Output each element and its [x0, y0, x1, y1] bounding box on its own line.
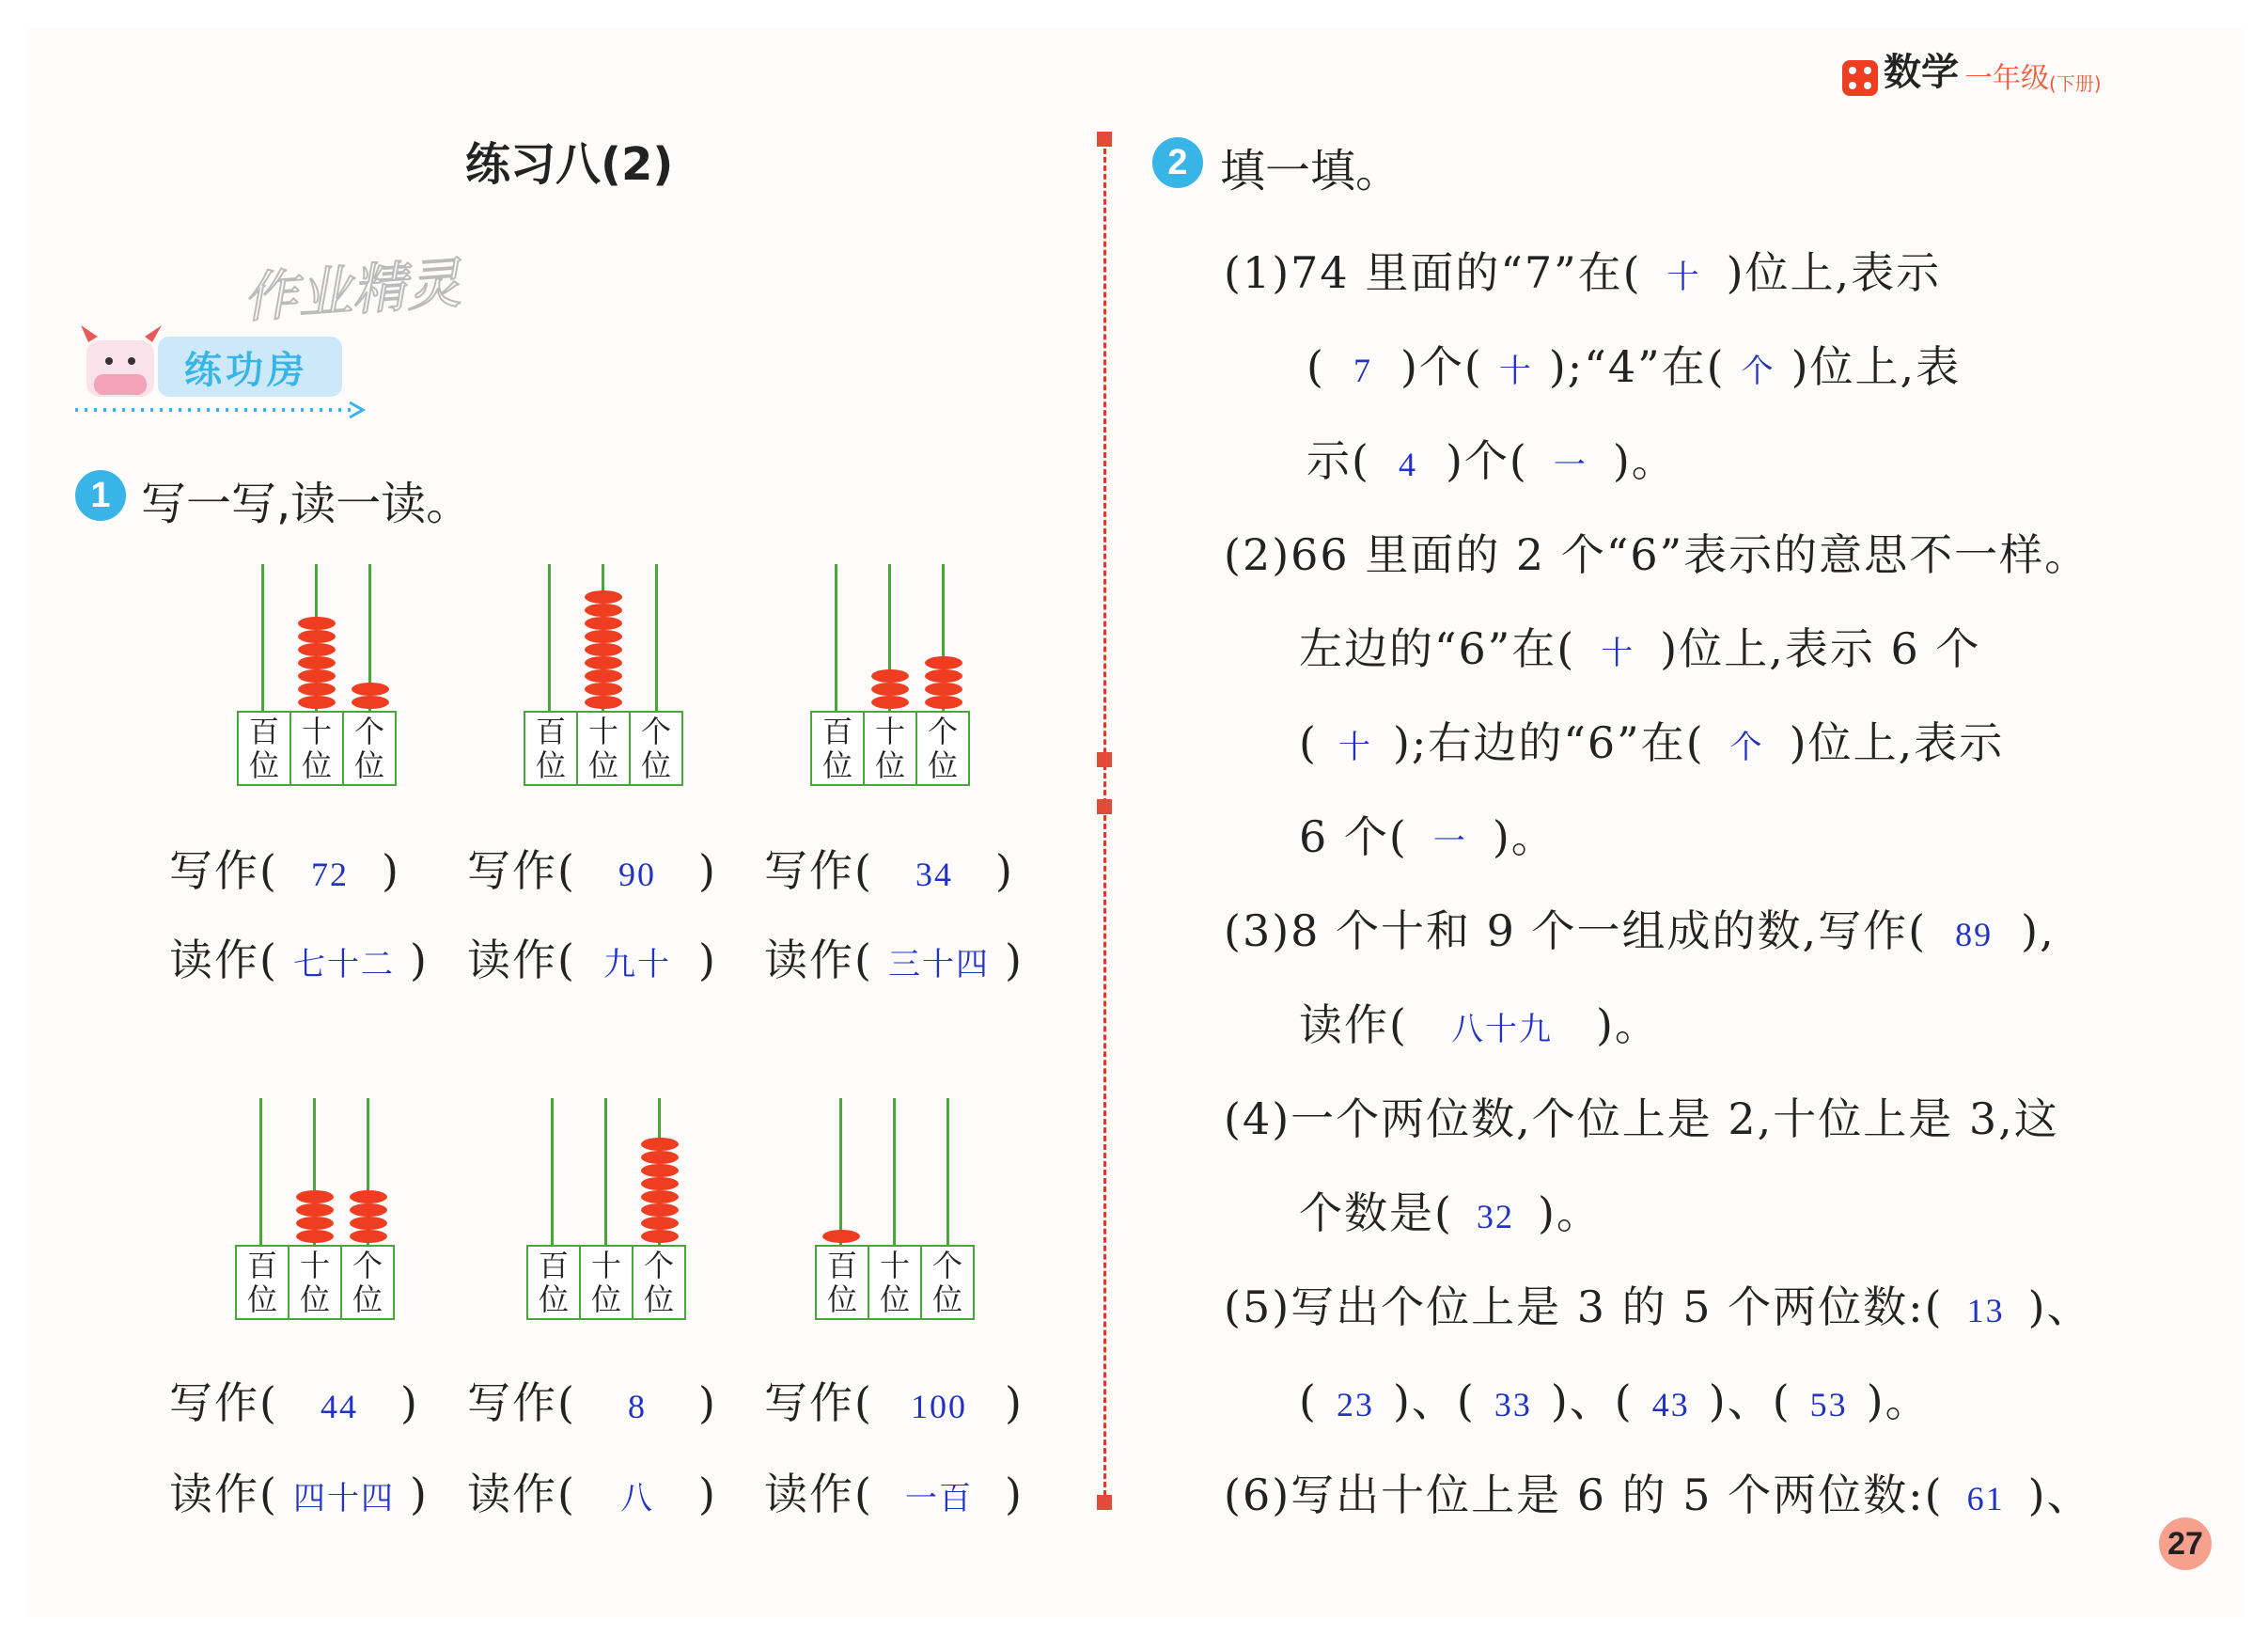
answer: 一: [1432, 823, 1467, 860]
abacus-rod: [548, 564, 551, 715]
abacus: [810, 564, 970, 790]
place-label: 十 位: [581, 1247, 633, 1318]
answer: 十: [1666, 259, 1701, 296]
abacus-bead: [925, 696, 962, 709]
abacus-bead: [925, 669, 962, 683]
abacus-bead: [641, 1177, 679, 1190]
abacus-bead: [925, 656, 962, 669]
abacus-bead: [641, 1138, 679, 1151]
abacus-bead: [822, 1230, 860, 1243]
question-2-number: 2: [1152, 137, 1203, 188]
abacus-rod: [655, 564, 658, 715]
watermark: 作业精灵: [241, 250, 463, 330]
divider-marker: [1097, 799, 1112, 814]
answer: 89: [1955, 916, 1994, 953]
answer-write-6: 100: [910, 1388, 967, 1425]
abacus-place-labels: [815, 1245, 975, 1320]
section-label: 练功房: [184, 349, 308, 392]
answer: 61: [1966, 1480, 2005, 1517]
abacus-bead: [585, 696, 622, 709]
place-label: 百 位: [237, 1247, 289, 1318]
divider-marker: [1097, 1495, 1112, 1510]
answer-read-1: 七十二: [292, 946, 395, 983]
abacus-bead: [585, 669, 622, 683]
q2-part-1-line-2: ( 7 )个( 十 );“4”在( 个 )位上,表: [1306, 341, 1962, 392]
abacus-bead: [585, 590, 622, 604]
abacus-bead: [641, 1203, 679, 1217]
place-label: 个 位: [353, 714, 384, 783]
q2-part-6-line-1: (6)写出十位上是 6 的 5 个两位数:( 61 )、: [1224, 1470, 2092, 1520]
section-label-badge: [75, 320, 376, 427]
abacus-rod: [839, 1098, 842, 1249]
abacus-bead: [298, 669, 336, 683]
answer-write-1: 72: [310, 856, 349, 893]
answer: 23: [1336, 1386, 1374, 1423]
q2-part-2-line-3: ( 十 );右边的“6”在( 个 )位上,表示: [1299, 717, 2005, 768]
abacus-bead: [298, 643, 336, 656]
subject-title: 数学: [1884, 51, 1959, 94]
abacus-bead: [298, 683, 336, 696]
write-row-4: 写作( 44 ): [169, 1377, 419, 1428]
answer: 个: [1741, 353, 1775, 390]
abacus-bead: [350, 1230, 387, 1243]
abacus-rod: [551, 1098, 554, 1249]
abacus-bead: [296, 1217, 334, 1230]
dice-logo-icon: [1842, 60, 1878, 96]
q2-part-2-line-2: 左边的“6”在( 十 )位上,表示 6 个: [1299, 623, 1981, 674]
abacus-bead: [298, 617, 336, 630]
write-row-2: 写作( 90 ): [467, 845, 717, 896]
abacus: [235, 1098, 395, 1324]
abacus-bead: [352, 683, 389, 696]
answer-write-5: 8: [627, 1388, 647, 1425]
page-title: 练习八(2): [465, 138, 674, 191]
answer-read-4: 四十四: [292, 1480, 395, 1517]
answer-read-6: 一百: [904, 1480, 973, 1517]
abacus-bead: [298, 656, 336, 669]
place-label: 百 位: [817, 1247, 869, 1318]
abacus-bead: [585, 683, 622, 696]
answer: 十: [1601, 635, 1635, 672]
answer: 4: [1398, 446, 1417, 483]
answer-read-5: 八: [619, 1480, 654, 1517]
answer-write-3: 34: [915, 856, 953, 893]
abacus: [526, 1098, 686, 1324]
abacus-bead: [298, 630, 336, 643]
answer: 十: [1498, 353, 1533, 390]
abacus-rod: [261, 564, 264, 715]
read-row-6: 读作( 一百 ): [764, 1469, 1024, 1519]
question-1-text: 写一写,读一读。: [141, 478, 472, 530]
divider-marker: [1097, 132, 1112, 147]
place-label: 个 位: [931, 1248, 962, 1317]
answer: 个: [1729, 729, 1764, 766]
place-label: 百 位: [528, 1247, 581, 1318]
abacus-rod: [893, 1098, 896, 1249]
answer: 53: [1809, 1386, 1848, 1423]
q2-part-5-line-1: (5)写出个位上是 3 的 5 个两位数:( 13 )、: [1224, 1281, 2092, 1332]
read-row-4: 读作( 四十四 ): [169, 1469, 429, 1519]
q2-part-3-line-1: (3)8 个十和 9 个一组成的数,写作( 89 ),: [1224, 905, 2056, 956]
q2-part-1-line-1: (1)74 里面的“7”在( 十 )位上,表示: [1224, 247, 1942, 298]
q2-part-2-line-1: (2)66 里面的 2 个“6”表示的意思不一样。: [1224, 529, 2090, 580]
answer: 32: [1476, 1198, 1514, 1235]
q2-part-1-line-3: 示( 4 )个( 一 )。: [1306, 435, 1677, 486]
abacus: [237, 564, 397, 790]
abacus-bead: [296, 1203, 334, 1217]
abacus: [524, 564, 683, 790]
abacus-bead: [585, 630, 622, 643]
answer-write-2: 90: [618, 856, 656, 893]
q2-part-2-line-4: 6 个( 一 )。: [1299, 811, 1556, 862]
abacus-rod: [835, 564, 837, 715]
place-label: 十 位: [578, 713, 631, 784]
read-row-5: 读作( 八 ): [467, 1469, 717, 1519]
abacus-bead: [871, 696, 909, 709]
place-label: 十 位: [869, 1247, 922, 1318]
q2-part-3-line-2: 读作( 八十九 )。: [1299, 999, 1660, 1050]
read-row-1: 读作( 七十二 ): [169, 935, 429, 985]
place-label: 个 位: [640, 714, 671, 783]
abacus-bead: [641, 1190, 679, 1203]
place-label: 十 位: [291, 713, 344, 784]
abacus-bead: [641, 1151, 679, 1164]
answer-read-2: 九十: [602, 946, 671, 983]
answer: 7: [1353, 352, 1372, 389]
abacus-bead: [641, 1230, 679, 1243]
question-1-number: 1: [75, 470, 126, 521]
header: [1842, 49, 2102, 96]
q2-part-4-line-1: (4)一个两位数,个位上是 2,十位上是 3,这: [1224, 1093, 2059, 1144]
abacus-bead: [352, 696, 389, 709]
abacus-bead: [350, 1217, 387, 1230]
answer: 十: [1337, 729, 1372, 766]
page-divider: [1103, 132, 1106, 1504]
abacus-bead: [350, 1190, 387, 1203]
page-number: 27: [2159, 1517, 2212, 1570]
divider-marker: [1097, 752, 1112, 767]
abacus-bead: [641, 1217, 679, 1230]
abacus-place-labels: [526, 1245, 686, 1320]
place-label: 个 位: [927, 714, 958, 783]
abacus-bead: [298, 696, 336, 709]
abacus-bead: [585, 604, 622, 617]
write-row-6: 写作( 100 ): [764, 1377, 1024, 1428]
place-label: 个 位: [352, 1248, 383, 1317]
abacus-bead: [925, 683, 962, 696]
answer: 13: [1966, 1292, 2005, 1329]
answer-write-4: 44: [320, 1388, 358, 1425]
answer: 八十九: [1450, 1011, 1553, 1048]
abacus-bead: [585, 656, 622, 669]
abacus-place-labels: [237, 711, 397, 786]
abacus-bead: [871, 683, 909, 696]
answer: 43: [1651, 1386, 1690, 1423]
read-row-3: 读作( 三十四 ): [764, 935, 1024, 985]
read-row-2: 读作( 九十 ): [467, 935, 717, 985]
write-row-3: 写作( 34 ): [764, 845, 1014, 896]
abacus-bead: [350, 1203, 387, 1217]
abacus-bead: [296, 1230, 334, 1243]
abacus-bead: [296, 1190, 334, 1203]
abacus-rod: [259, 1098, 262, 1249]
q2-part-4-line-2: 个数是( 32 )。: [1299, 1187, 1602, 1238]
abacus-place-labels: [810, 711, 970, 786]
place-label: 百 位: [812, 713, 865, 784]
place-label: 百 位: [239, 713, 291, 784]
answer: 33: [1494, 1386, 1532, 1423]
place-label: 个 位: [643, 1248, 674, 1317]
term-label: (下册): [2049, 72, 2102, 95]
place-label: 十 位: [289, 1247, 342, 1318]
write-row-5: 写作( 8 ): [467, 1377, 717, 1428]
abacus-bead: [585, 617, 622, 630]
abacus-bead: [871, 669, 909, 683]
abacus-place-labels: [524, 711, 683, 786]
abacus-place-labels: [235, 1245, 395, 1320]
place-label: 百 位: [525, 713, 578, 784]
q2-part-5-line-2: ( 23 )、( 33 )、( 43 )、( 53 )。: [1299, 1376, 1931, 1426]
abacus-rod: [604, 1098, 607, 1249]
abacus-rod: [946, 1098, 949, 1249]
place-label: 十 位: [865, 713, 917, 784]
write-row-1: 写作( 72 ): [169, 845, 400, 896]
abacus-bead: [585, 643, 622, 656]
answer: 一: [1553, 447, 1588, 484]
question-2-text: 填一填。: [1220, 145, 1401, 197]
grade-label: 一年级: [1964, 62, 2049, 95]
answer-read-3: 三十四: [887, 946, 990, 983]
abacus: [815, 1098, 975, 1324]
abacus-bead: [641, 1164, 679, 1177]
